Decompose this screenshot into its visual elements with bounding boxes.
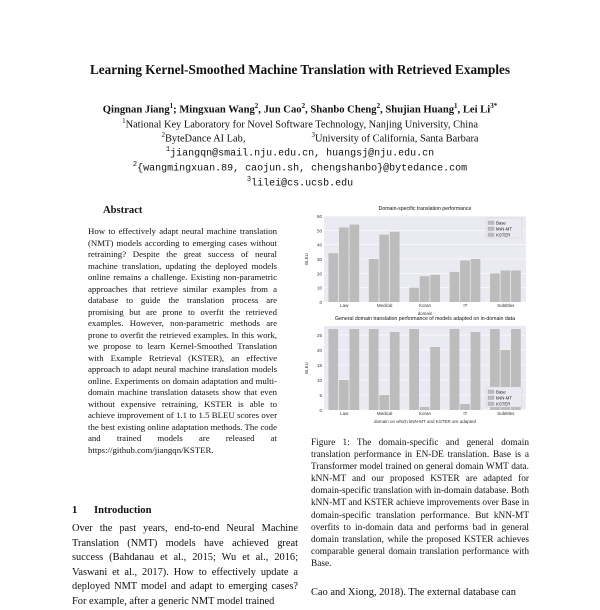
x-tick-label: Law (340, 411, 349, 416)
y-tick-label: 0 (319, 300, 322, 305)
x-tick-label: Koran (418, 303, 432, 308)
email-1: $^1$jiangqn@smail.nju.edu.cn, huangsj@nju.edu.cn (165, 146, 435, 160)
bar (420, 407, 430, 410)
email-2: $^2${wangmingxuan.89, caojun.sh, chengshanbo}@bytedance.com (132, 161, 468, 175)
bar (409, 329, 419, 410)
section-number: 1 (72, 505, 78, 516)
y-tick-label: 25 (316, 333, 322, 338)
x-tick-label: Medical (376, 411, 393, 416)
author-list: Qingnan Jiang$^1$; Mingxuan Wang$^2$, Jun Cao$^2$, Shanbo Cheng$^2$, Shujian Huang$^1$, Lei $Li^{3*}$ (102, 102, 498, 116)
author-sup: 1 (169, 102, 174, 110)
bar (450, 272, 460, 302)
y-tick-label: 30 (316, 257, 322, 262)
legend-label: KSTER (496, 232, 511, 238)
email-text: lilei@cs.ucsb.edu (251, 178, 354, 190)
author-name: Qingnan Jiang (102, 104, 170, 116)
x-tick-label: Law (340, 303, 349, 308)
legend-swatch (488, 390, 494, 394)
bar (339, 227, 349, 302)
legend-label: kNN-MT (496, 226, 512, 232)
bar (379, 235, 389, 302)
bar (450, 329, 460, 410)
author-sup: 1 (454, 102, 458, 110)
intro-text: Over the past years, end-to-end Neural Machine Translation (NMT) models have achieved great success (Bahdanau et al., 2015; Wu et al., 2016; Vaswani et al., 2017). How to effectively update a deployed NMT model and adapt to emerging cases? For example, after a generic NMT model trained (72, 523, 298, 607)
figure-caption: Figure 1: The domain-specific and general domain translation performance in EN-DE translation. Base is a Transformer model trained on general domain WMT data. kNN-MT and our proposed KSTER are adapted for domain-specific translation with in-domain database. Both kNN-MT and KSTER achieve improvements over Base in domain-specific translation performance. But kNN-MT overfits to in-domain data and performs bad in general domain translation, while the proposed KSTER achieves comparable general domain translation performance with Base. (311, 438, 529, 569)
author-name: Lei Li (462, 104, 491, 116)
legend-swatch (488, 227, 494, 231)
figure-1 (300, 202, 530, 432)
affiliation-1: $^1$National Key Laboratory for Novel Software Technology, Nanjing University, China (122, 117, 478, 131)
abstract-text: How to effectively adapt neural machine translation (NMT) models according to emerging cases without retraining? Despite the great success of neural machine translation, updating the deployed models online remains a challenge. Existing non-parametric approaches that retrieve similar examples from a database to guide the translation process are promising but are prone to overfit the retrieved examples. However, non-parametric methods are prone to overfit the retrieved examples. In this work, we propose to learn Kernel-Smoothed Translation with Example Retrieval (KSTER), an effective approach to adapt neural machine translation models online. Experiments on domain adaptation and multi-domain machine translation datasets show that even without expensive retraining, KSTER is able to achieve improvement of 1.1 to 1.5 BLEU scores over the best existing online adaptation methods. The code and trained models are released at https://github.com/jiangqn/KSTER. (88, 226, 277, 455)
bar (390, 232, 400, 302)
right-column-text: Cao and Xiong, 2018). The external database can (311, 587, 516, 598)
legend-swatch (488, 396, 494, 400)
y-tick-label: 60 (316, 214, 322, 219)
bar (390, 332, 400, 410)
chart-title: Domain-specific translation performance (378, 206, 472, 212)
legend-swatch (488, 402, 494, 406)
bar (328, 253, 338, 302)
author-name: Shanbo Cheng (310, 104, 377, 116)
legend-swatch (488, 233, 494, 237)
author-sup: 3* (490, 102, 498, 110)
author-sup: 2 (376, 102, 381, 110)
x-axis-label: domain (417, 311, 433, 316)
y-tick-label: 15 (316, 363, 322, 368)
email-text: {wangmingxuan.89, caojun.sh, chengshanbo}@bytedance.com (137, 163, 468, 175)
author-sup: 2 (301, 102, 306, 110)
legend-label: Base (496, 220, 506, 226)
bar (369, 259, 379, 302)
section-title: Introduction (94, 505, 152, 516)
affiliation-2-3: $^2$ByteDance AI Lab, $^3$University of California, Santa Barbara (161, 131, 479, 145)
bar (490, 273, 500, 302)
y-tick-label: 10 (316, 285, 322, 291)
bar (379, 395, 389, 410)
abstract-heading: Abstract (103, 205, 143, 216)
bar (339, 380, 349, 410)
legend-label: KSTER (496, 401, 511, 407)
affiliation-text: National Key Laboratory for Novel Software Technology, Nanjing University, China (125, 119, 478, 131)
y-tick-label: 5 (319, 393, 322, 398)
bar (349, 225, 359, 302)
y-axis-label: BLEU (304, 253, 309, 265)
x-tick-label: Subtitles (497, 303, 515, 308)
bar (409, 288, 419, 302)
x-tick-label: Medical (376, 303, 393, 308)
bar (460, 404, 470, 410)
x-tick-label: IT (463, 411, 468, 416)
bar (349, 329, 359, 410)
bar (430, 347, 440, 410)
bar (328, 329, 338, 410)
y-tick-label: 50 (316, 228, 322, 234)
email-3: $^3$lilei@cs.ucsb.edu (246, 176, 354, 190)
bar (430, 275, 440, 302)
bar (420, 276, 430, 302)
chart-title: General domain translation performance of models adapted on in-domain data (335, 316, 515, 322)
paper-title: Learning Kernel-Smoothed Machine Translation with Retrieved Examples (89, 62, 511, 77)
y-axis-label: BLEU (304, 362, 309, 374)
affiliation-text: ByteDance AI Lab, (164, 133, 246, 145)
bar (369, 329, 379, 410)
section-heading (72, 505, 152, 516)
legend-label: kNN-MT (496, 395, 512, 401)
author-name: Mingxuan Wang (179, 104, 255, 116)
legend-swatch (488, 221, 494, 225)
x-axis-label: domain on which kNN-MT and KSTER are adapted (374, 419, 476, 424)
bar (471, 332, 481, 410)
author-name: Jun Cao (263, 104, 302, 116)
legend-label: Base (496, 389, 506, 395)
y-tick-label: 20 (316, 348, 322, 353)
x-tick-label: Subtitles (497, 411, 515, 416)
y-tick-label: 0 (319, 408, 322, 413)
email-text: jiangqn@smail.nju.edu.cn, huangsj@nju.edu.cn (170, 148, 435, 160)
bar (501, 270, 511, 302)
y-tick-label: 10 (316, 378, 322, 383)
bar (471, 259, 481, 302)
bar (511, 270, 521, 302)
author-name: Shujian Huang (385, 104, 455, 116)
bar (460, 260, 470, 302)
author-sup: 2 (254, 102, 259, 110)
x-tick-label: IT (463, 303, 468, 308)
y-tick-label: 40 (316, 242, 322, 248)
x-tick-label: Koran (418, 411, 432, 416)
affiliation-text: University of California, Santa Barbara (314, 133, 479, 145)
y-tick-label: 20 (316, 271, 322, 277)
